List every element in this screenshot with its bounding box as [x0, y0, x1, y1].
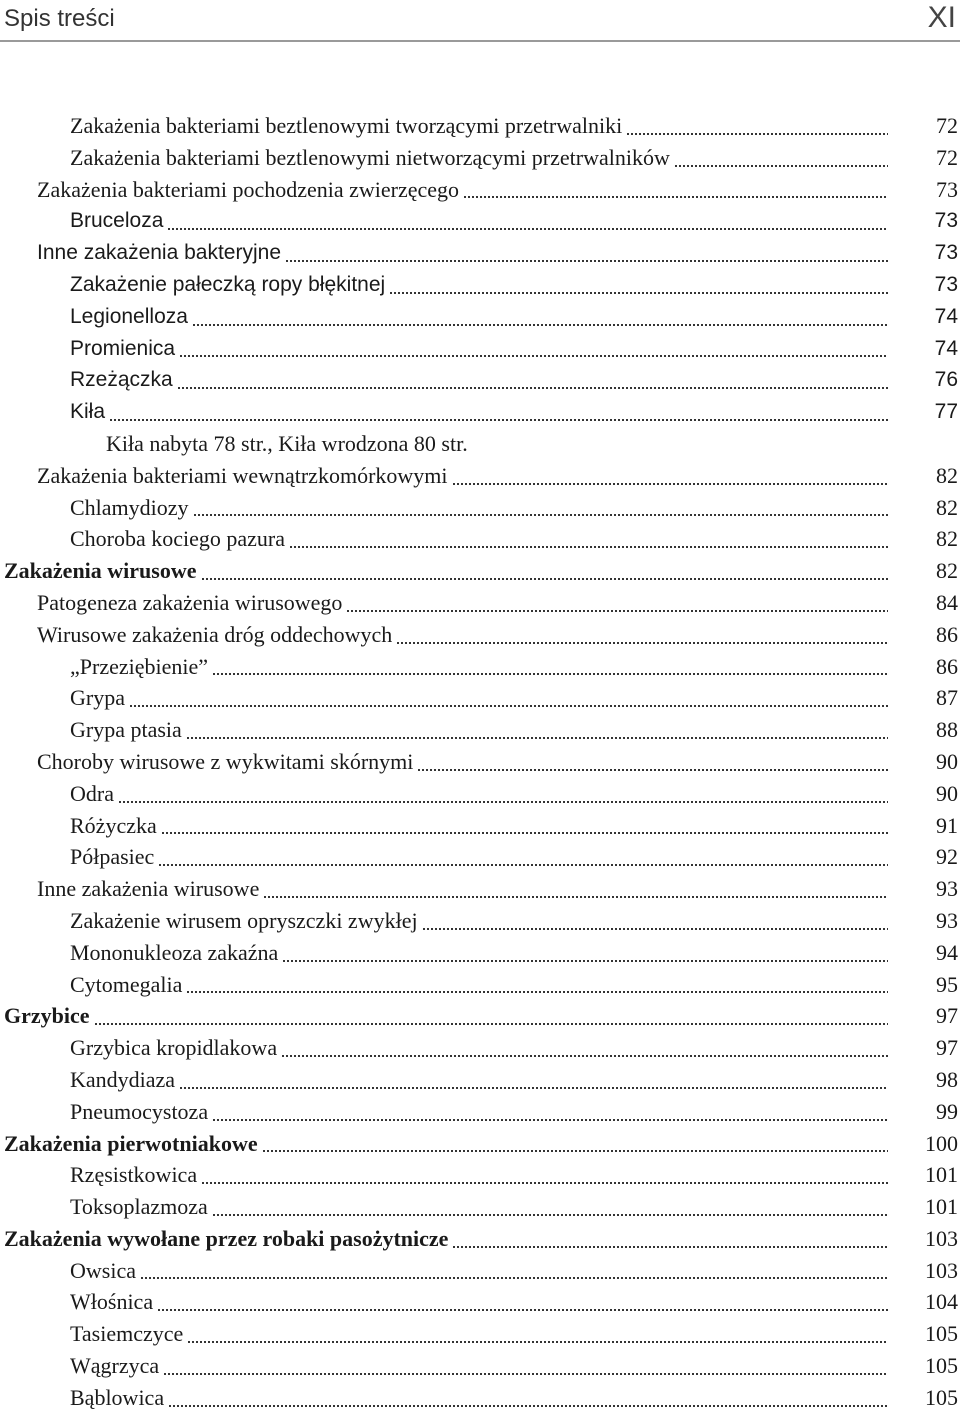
- toc-entry: [37, 237, 888, 269]
- dot-leader: [201, 561, 889, 581]
- toc-entry-title: Choroby wirusowe z wykwitami skórnymi: [37, 748, 414, 774]
- toc-entry-title: Kandydiaza: [70, 1066, 176, 1092]
- toc-entry-title: Zakażenia bakteriami wewnątrzkomórkowymi: [37, 462, 448, 488]
- dot-leader: [167, 211, 888, 231]
- toc-entry-title: Legionelloza: [70, 304, 188, 328]
- toc-entry-row[interactable]: [0, 714, 960, 746]
- toc-entry-title: Toksoplazmoza: [70, 1194, 208, 1220]
- toc-entry: [70, 905, 888, 937]
- toc-page-number: 82: [936, 526, 958, 552]
- toc-page-number: 105: [925, 1384, 958, 1410]
- toc-entry-title: Cytomegalia: [70, 971, 183, 997]
- toc-entry-title: Zakażenia bakteriami beztlenowymi nietworzącymi przetrwalników: [70, 144, 670, 170]
- page-header-title: Spis treści: [4, 5, 115, 32]
- toc-page-number: 73: [934, 241, 958, 265]
- toc-entry-row[interactable]: [0, 555, 960, 587]
- toc-entry-title: „Przeziębienie”: [70, 653, 209, 679]
- toc-entry-row[interactable]: [0, 396, 960, 428]
- toc-page-number: 82: [936, 494, 958, 520]
- toc-page-number: 105: [925, 1321, 958, 1347]
- toc-entry-row[interactable]: [0, 1382, 960, 1414]
- dot-leader: [417, 752, 888, 772]
- toc-entry-row[interactable]: [0, 1350, 960, 1382]
- toc-entry-row[interactable]: [0, 651, 960, 683]
- toc-entry-title: Patogeneza zakażenia wirusowego: [37, 589, 343, 615]
- toc-entry-title: Zakażenie wirusem opryszczki zwykłej: [70, 907, 418, 933]
- toc-page-number: 92: [936, 844, 958, 870]
- toc-entry-title: Włośnica: [70, 1289, 154, 1315]
- toc-entry-row[interactable]: [0, 778, 960, 810]
- toc-entry-title: Kiła nabyta 78 str., Kiła wrodzona 80 str.: [106, 430, 468, 456]
- toc-entry-row[interactable]: [0, 619, 960, 651]
- toc-entry: [37, 174, 888, 206]
- toc-page-number: 105: [925, 1353, 958, 1379]
- toc-entry: [70, 1064, 888, 1096]
- toc-entry-title: Pneumocystoza: [70, 1098, 209, 1124]
- toc-page-number: 73: [934, 209, 958, 233]
- toc-entry-title: Półpasiec: [70, 844, 155, 870]
- toc-entry-row[interactable]: [0, 333, 960, 365]
- toc-page-number: 95: [936, 971, 958, 997]
- toc-entry: [37, 873, 888, 905]
- dot-leader: [463, 179, 888, 199]
- dot-leader: [157, 1292, 888, 1312]
- dot-leader: [626, 116, 888, 136]
- toc-entry: [70, 492, 888, 524]
- toc-entry: [70, 651, 888, 683]
- dot-leader: [674, 148, 888, 168]
- toc-entry-row[interactable]: [0, 237, 960, 269]
- dot-leader: [201, 1165, 888, 1185]
- toc-entry: [70, 1191, 888, 1223]
- toc-entry-title: Odra: [70, 780, 114, 806]
- toc-entry: [70, 396, 888, 428]
- toc-entry-row[interactable]: [0, 873, 960, 905]
- toc-page-number: 101: [925, 1162, 958, 1188]
- toc-entry-row[interactable]: [0, 523, 960, 555]
- toc-entry: [70, 1350, 888, 1382]
- toc-entry-title: Mononukleoza zakaźna: [70, 939, 279, 965]
- toc-entry-row[interactable]: [0, 301, 960, 333]
- toc-entry-row[interactable]: [0, 841, 960, 873]
- toc-page-number: 94: [936, 939, 958, 965]
- toc-entry: [4, 1000, 888, 1032]
- toc-entry-row[interactable]: [0, 682, 960, 714]
- toc-entry-row[interactable]: [0, 460, 960, 492]
- toc-entry-row[interactable]: [0, 1191, 960, 1223]
- toc-entry: [70, 714, 888, 746]
- toc-page-number: 103: [925, 1225, 958, 1251]
- toc-entry-title: Wągrzyca: [70, 1353, 160, 1379]
- toc-entry: [70, 205, 888, 237]
- dot-leader: [179, 1070, 888, 1090]
- toc-entry-row[interactable]: [0, 492, 960, 524]
- toc-page-number: 72: [936, 144, 958, 170]
- toc-page-number: 88: [936, 717, 958, 743]
- toc-page-number: 86: [936, 621, 958, 647]
- toc-entry-title: Zakażenia bakteriami pochodzenia zwierzęcego: [37, 176, 460, 202]
- toc-page-number: 73: [936, 176, 958, 202]
- dot-leader: [140, 1260, 888, 1280]
- toc-entry: [70, 269, 888, 301]
- dot-leader: [289, 529, 888, 549]
- toc-entry: [37, 460, 888, 492]
- page-header: [0, 0, 960, 42]
- toc-entry: [70, 969, 888, 1001]
- toc-page-number: 77: [934, 400, 958, 424]
- toc-entry-row[interactable]: [0, 810, 960, 842]
- toc-entry: [70, 1382, 888, 1414]
- toc-entry-row[interactable]: [0, 142, 960, 174]
- toc-page-number: 103: [925, 1257, 958, 1283]
- dot-leader: [94, 1006, 888, 1026]
- toc-entry: [70, 1286, 888, 1318]
- toc-entry-row[interactable]: [0, 587, 960, 619]
- toc-entry: [70, 364, 888, 396]
- dot-leader: [282, 943, 888, 963]
- toc-page-number: 104: [925, 1289, 958, 1315]
- header-divider: [0, 40, 960, 42]
- toc-entry: [70, 1096, 888, 1128]
- dot-leader: [186, 720, 888, 740]
- toc-entry: [70, 110, 888, 142]
- toc-entry-title: Grypa ptasia: [70, 717, 182, 743]
- toc-entry: [70, 841, 888, 873]
- toc-entry: [37, 587, 888, 619]
- toc-entry-row[interactable]: [0, 1064, 960, 1096]
- toc-page-number: 74: [934, 336, 958, 360]
- toc-entry-title: Wirusowe zakażenia dróg oddechowych: [37, 621, 393, 647]
- toc-page-number: 73: [934, 272, 958, 296]
- dot-leader: [389, 275, 888, 295]
- dot-leader: [193, 497, 888, 517]
- toc-entry-row[interactable]: [0, 205, 960, 237]
- dot-leader: [168, 1388, 888, 1408]
- dot-leader: [281, 1038, 888, 1058]
- toc-entry-title: Różyczka: [70, 812, 157, 838]
- toc-entry-title: Promienica: [70, 336, 176, 360]
- toc-entry-row[interactable]: [0, 1286, 960, 1318]
- dot-leader: [192, 307, 888, 327]
- dot-leader: [212, 656, 888, 676]
- toc-entry-row[interactable]: [0, 174, 960, 206]
- toc-entry: [70, 682, 888, 714]
- toc-entry: [106, 428, 470, 460]
- toc-entry-row[interactable]: [0, 1128, 960, 1160]
- toc-entry-row[interactable]: [0, 937, 960, 969]
- toc-page-number: 91: [936, 812, 958, 838]
- toc-entry-title: Inne zakażenia wirusowe: [37, 876, 260, 902]
- toc-entry-title: Grypa: [70, 685, 125, 711]
- toc-entry-row[interactable]: [0, 1318, 960, 1350]
- toc-entry-title: Tasiemczyce: [70, 1321, 184, 1347]
- dot-leader: [186, 974, 888, 994]
- dot-leader: [179, 338, 888, 358]
- dot-leader: [177, 370, 888, 390]
- toc-entry-title: Zakażenia wywołane przez robaki pasożytnicze: [4, 1225, 449, 1251]
- toc-page-number: 76: [934, 368, 958, 392]
- toc-entry: [37, 746, 888, 778]
- toc-page-number: 74: [934, 304, 958, 328]
- dot-leader: [262, 1133, 888, 1153]
- toc-entry-title: Zakażenia wirusowe: [4, 558, 197, 584]
- dot-leader: [118, 784, 888, 804]
- toc-page-number: 100: [925, 1130, 958, 1156]
- dot-leader: [263, 879, 888, 899]
- toc-entry-row[interactable]: [0, 746, 960, 778]
- toc-entry-row[interactable]: [0, 1096, 960, 1128]
- toc-entry-title: Bruceloza: [70, 209, 164, 233]
- toc-page-number: 93: [936, 907, 958, 933]
- toc-entry: [70, 1255, 888, 1287]
- toc-entry-title: Owsica: [70, 1257, 136, 1283]
- toc-entry: [70, 810, 888, 842]
- toc-entry: [70, 937, 888, 969]
- dot-leader: [452, 1229, 888, 1249]
- toc-entry-title: Zakażenie pałeczką ropy błękitnej: [70, 272, 386, 296]
- toc-page-number: 72: [936, 113, 958, 138]
- toc-page-number: 97: [936, 1035, 958, 1061]
- toc-page-number: 97: [936, 1003, 958, 1029]
- dot-leader: [161, 815, 888, 835]
- dot-leader: [396, 625, 888, 645]
- toc-page-number: 90: [936, 748, 958, 774]
- toc-entry-row[interactable]: [0, 269, 960, 301]
- toc-entry-title: Rzęsistkowica: [70, 1162, 198, 1188]
- toc-entry: [70, 142, 888, 174]
- toc-page-number: 82: [936, 558, 958, 584]
- toc-page-number: 82: [936, 462, 958, 488]
- toc-entry-row[interactable]: [0, 969, 960, 1001]
- toc-page-number: 87: [936, 685, 958, 711]
- toc-entry-row[interactable]: [0, 364, 960, 396]
- toc-page-number: 90: [936, 780, 958, 806]
- toc-subnote: [0, 428, 960, 460]
- dot-leader: [346, 593, 888, 613]
- toc-entry: [4, 555, 888, 587]
- dot-leader: [187, 1324, 888, 1344]
- toc-entry-title: Zakażenia pierwotniakowe: [4, 1130, 258, 1156]
- dot-leader: [285, 243, 888, 263]
- toc-entry-title: Kiła: [70, 400, 106, 424]
- toc-entry-row[interactable]: [0, 1000, 960, 1032]
- toc-entry-row[interactable]: [0, 110, 960, 142]
- dot-leader: [163, 1356, 888, 1376]
- toc-entry: [70, 1032, 888, 1064]
- toc-page-number: 98: [936, 1066, 958, 1092]
- toc-page-number: 99: [936, 1098, 958, 1124]
- dot-leader: [212, 1102, 888, 1122]
- toc-entry: [70, 1159, 888, 1191]
- toc-page-number: 86: [936, 653, 958, 679]
- toc-entry-title: Grzybice: [4, 1003, 90, 1029]
- dot-leader: [109, 402, 888, 422]
- toc-page-number: 101: [925, 1194, 958, 1220]
- toc-entry-row[interactable]: [0, 905, 960, 937]
- toc-entry-row[interactable]: [0, 1159, 960, 1191]
- toc-entry: [70, 778, 888, 810]
- toc-entry-row[interactable]: [0, 1032, 960, 1064]
- toc-entry-title: Chlamydiozy: [70, 494, 189, 520]
- dot-leader: [129, 688, 888, 708]
- toc-entry-row[interactable]: [0, 1255, 960, 1287]
- toc-page-number: 93: [936, 876, 958, 902]
- dot-leader: [422, 911, 888, 931]
- toc-entry: [70, 301, 888, 333]
- toc-entry-title: Bąblowica: [70, 1384, 165, 1410]
- toc-entry: [70, 333, 888, 365]
- toc-entry-title: Grzybica kropidlakowa: [70, 1035, 278, 1061]
- toc-entry: [70, 1318, 888, 1350]
- toc-entry-title: Zakażenia bakteriami beztlenowymi tworzącymi przetrwalniki: [70, 113, 623, 138]
- page-number: XI: [927, 1, 956, 34]
- table-of-contents: [0, 110, 960, 1414]
- dot-leader: [212, 1197, 888, 1217]
- dot-leader: [158, 847, 888, 867]
- toc-entry-title: Choroba kociego pazura: [70, 526, 286, 552]
- toc-entry-title: Rzeżączka: [70, 368, 173, 392]
- toc-entry: [4, 1223, 888, 1255]
- toc-entry-row[interactable]: [0, 1223, 960, 1255]
- toc-entry: [37, 619, 888, 651]
- toc-entry-title: Inne zakażenia bakteryjne: [37, 241, 281, 265]
- toc-page-number: 84: [936, 589, 958, 615]
- toc-entry: [70, 523, 888, 555]
- toc-entry: [4, 1128, 888, 1160]
- dot-leader: [452, 466, 888, 486]
